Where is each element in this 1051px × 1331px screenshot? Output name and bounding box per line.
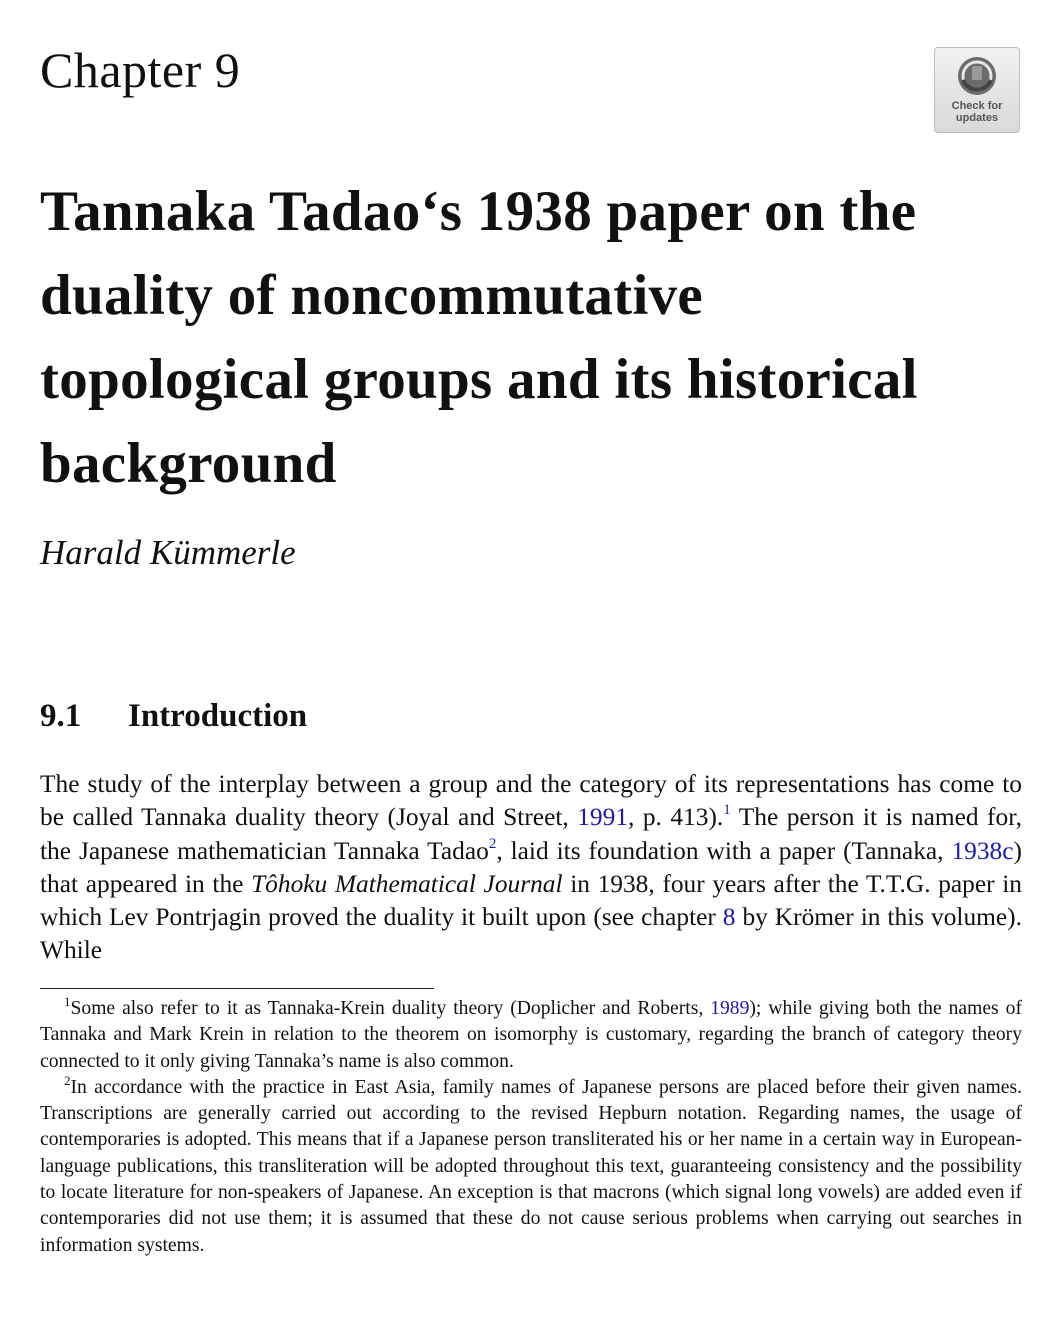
footnote-rule xyxy=(40,988,434,989)
section-number: 9.1 xyxy=(40,698,82,734)
citation-link[interactable]: 1938c xyxy=(951,836,1014,865)
footnote-1 xyxy=(40,996,1022,1075)
citation-link[interactable]: 1991 xyxy=(577,803,629,832)
section-heading xyxy=(40,694,307,738)
journal-name: Tôhoku Mathematical Journal xyxy=(251,869,563,898)
footnote-number: 2 xyxy=(64,1072,71,1088)
paragraph-text: in 1938, four years after the T.T.G. paper in which Lev Pontrjagin proved the duality it built upon (see chapter xyxy=(40,869,1022,932)
footnote-text: In accordance with the practice in East Asia, family names of Japanese persons are placed before their given names. Transcriptions are generally carried out according to the revised Hepburn notation. Regarding names, the usage of contemporaries is adopted. This means that if a Japanese person transliterated his or her name in a certain way in European-language publications, this transliteration will be adopted throughout this text, guaranteeing consistency and the possibility to locate literature for non-speakers of Japanese. An exception is that macrons (which signal long vowels) are added even if contemporaries did not use them; it is assumed that these do not cause serious problems when carrying out searches in information systems. xyxy=(40,1076,1022,1256)
section-title: Introduction xyxy=(128,698,308,734)
footnote-marker[interactable]: 2 xyxy=(488,835,497,852)
chapter-link[interactable]: 8 xyxy=(722,903,736,932)
paragraph-text: The study of the interplay between a group and the category of its representations has come to be called Tannaka duality theory (Joyal and Street, xyxy=(40,770,1022,832)
footnote-text: ); while giving both the names of Tannaka and Mark Krein in relation to the theorem on isomorphy is customary, regarding the branch of category theory connected to it only giving Tannaka’s name is also common. xyxy=(40,998,1022,1072)
paragraph-text: by Krömer in this volume). While xyxy=(40,903,1022,965)
check-for-updates-icon xyxy=(955,54,999,98)
footnote-2 xyxy=(40,1072,1022,1259)
badge-text xyxy=(935,100,1019,124)
footnote-number: 1 xyxy=(64,994,71,1009)
footnote-marker[interactable]: 1 xyxy=(723,802,731,819)
paragraph-text: , laid its foundation with a paper (Tannaka, xyxy=(496,836,952,865)
chapter-label: Chapter 9 xyxy=(40,42,241,98)
intro-paragraph xyxy=(40,768,1022,968)
chapter-title xyxy=(40,170,1030,506)
paragraph-text: ) that appeared in the xyxy=(40,836,1022,898)
title-line-4: background xyxy=(40,432,337,495)
author-name: Harald Kümmerle xyxy=(40,533,296,572)
badge-line-1: Check for xyxy=(951,100,1003,112)
title-line-3: topological groups and its historical xyxy=(40,348,918,411)
citation-link[interactable]: 1989 xyxy=(710,998,750,1019)
footnotes xyxy=(40,996,1022,1259)
footnote-text: Some also refer to it as Tannaka-Krein duality theory (Doplicher and Roberts, xyxy=(70,998,711,1019)
title-line-2: duality of noncommutative xyxy=(40,264,703,327)
check-for-updates-badge[interactable] xyxy=(934,47,1020,133)
title-line-1: Tannaka Tadao‘s 1938 paper on the xyxy=(40,180,917,243)
paragraph-text: , p. 413). xyxy=(628,803,724,832)
badge-line-2: updates xyxy=(955,112,999,124)
paragraph-text: The person it is named for, the Japanese mathematician Tannaka Tadao xyxy=(40,803,1022,865)
